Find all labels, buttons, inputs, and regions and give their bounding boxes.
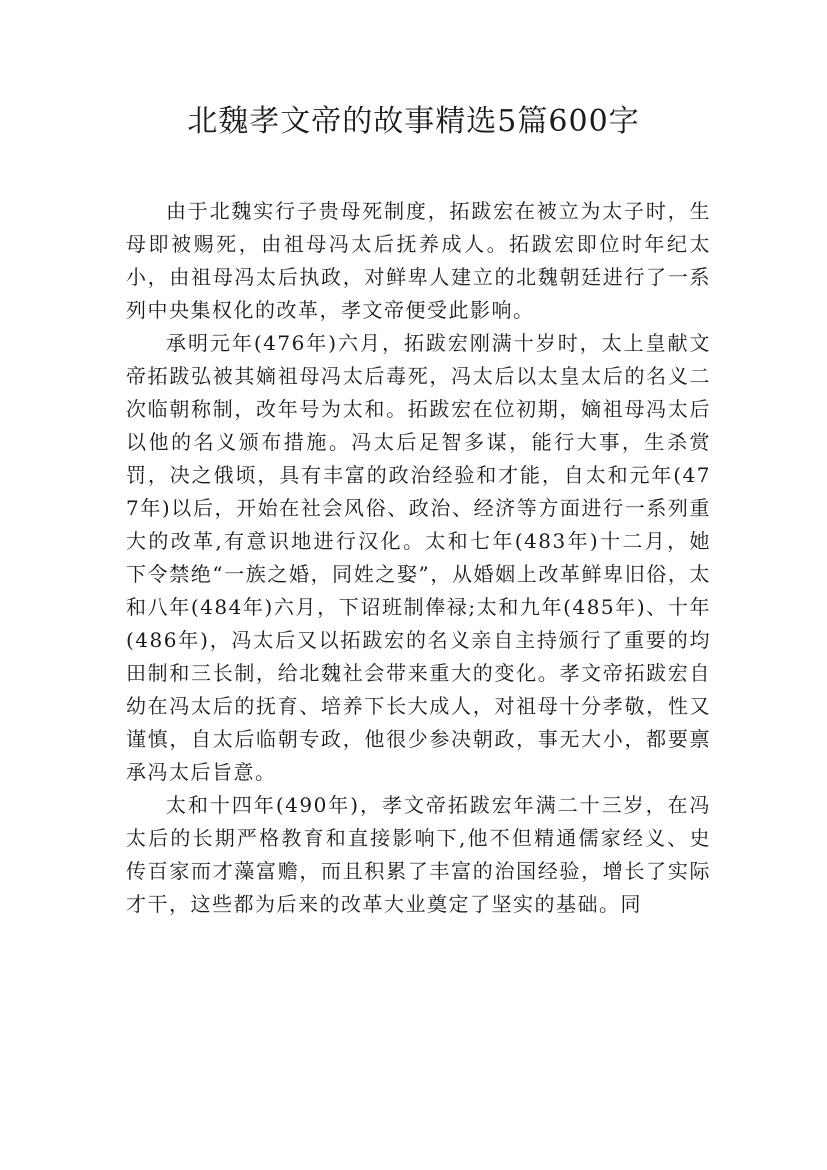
paragraph-3: 太和十四年(490年)，孝文帝拓跋宏年满二十三岁，在冯太后的长期严格教育和直接影响下,他不但精通儒家经义、史传百家而才藻富赡，而且积累了丰富的治国经验，增长了实际才干，这些都为后来的改革大业奠定了坚实的基础。同 [126, 793, 711, 916]
paragraph-1: 由于北魏实行子贵母死制度，拓跋宏在被立为太子时，生母即被赐死，由祖母冯太后抚养成人。拓跋宏即位时年纪太小，由祖母冯太后执政，对鲜卑人建立的北魏朝廷进行了一系列中央集权化的改革，孝文帝便受此影响。 [126, 199, 711, 322]
document-title: 北魏孝文帝的故事精选5篇600字 [187, 104, 640, 139]
document-body [126, 195, 711, 921]
paragraph-2: 承明元年(476年)六月，拓跋宏刚满十岁时，太上皇献文帝拓跋弘被其嫡祖母冯太后毒死，冯太后以太皇太后的名义二次临朝称制，改年号为太和。拓跋宏在位初期，嫡祖母冯太后以他的名义颁布措施。冯太后足智多谋，能行大事，生杀赏罚，决之俄顷，具有丰富的政治经验和才能，自太和元年(477年)以后，开始在社会风俗、政治、经济等方面进行一系列重大的改革,有意识地进行汉化。太和七年(483年)十二月，她下令禁绝“一族之婚，同姓之娶”，从婚姻上改革鲜卑旧俗，太和八年(484年)六月，下诏班制俸禄;太和九年(485年)、十年(486年)，冯太后又以拓跋宏的名义亲自主持颁行了重要的均田制和三长制，给北魏社会带来重大的变化。孝文帝拓跋宏自幼在冯太后的抚育、培养下长大成人，对祖母十分孝敬，性又谨慎，自太后临朝专政，他很少参决朝政，事无大小，都要禀承冯太后旨意。 [126, 331, 711, 784]
